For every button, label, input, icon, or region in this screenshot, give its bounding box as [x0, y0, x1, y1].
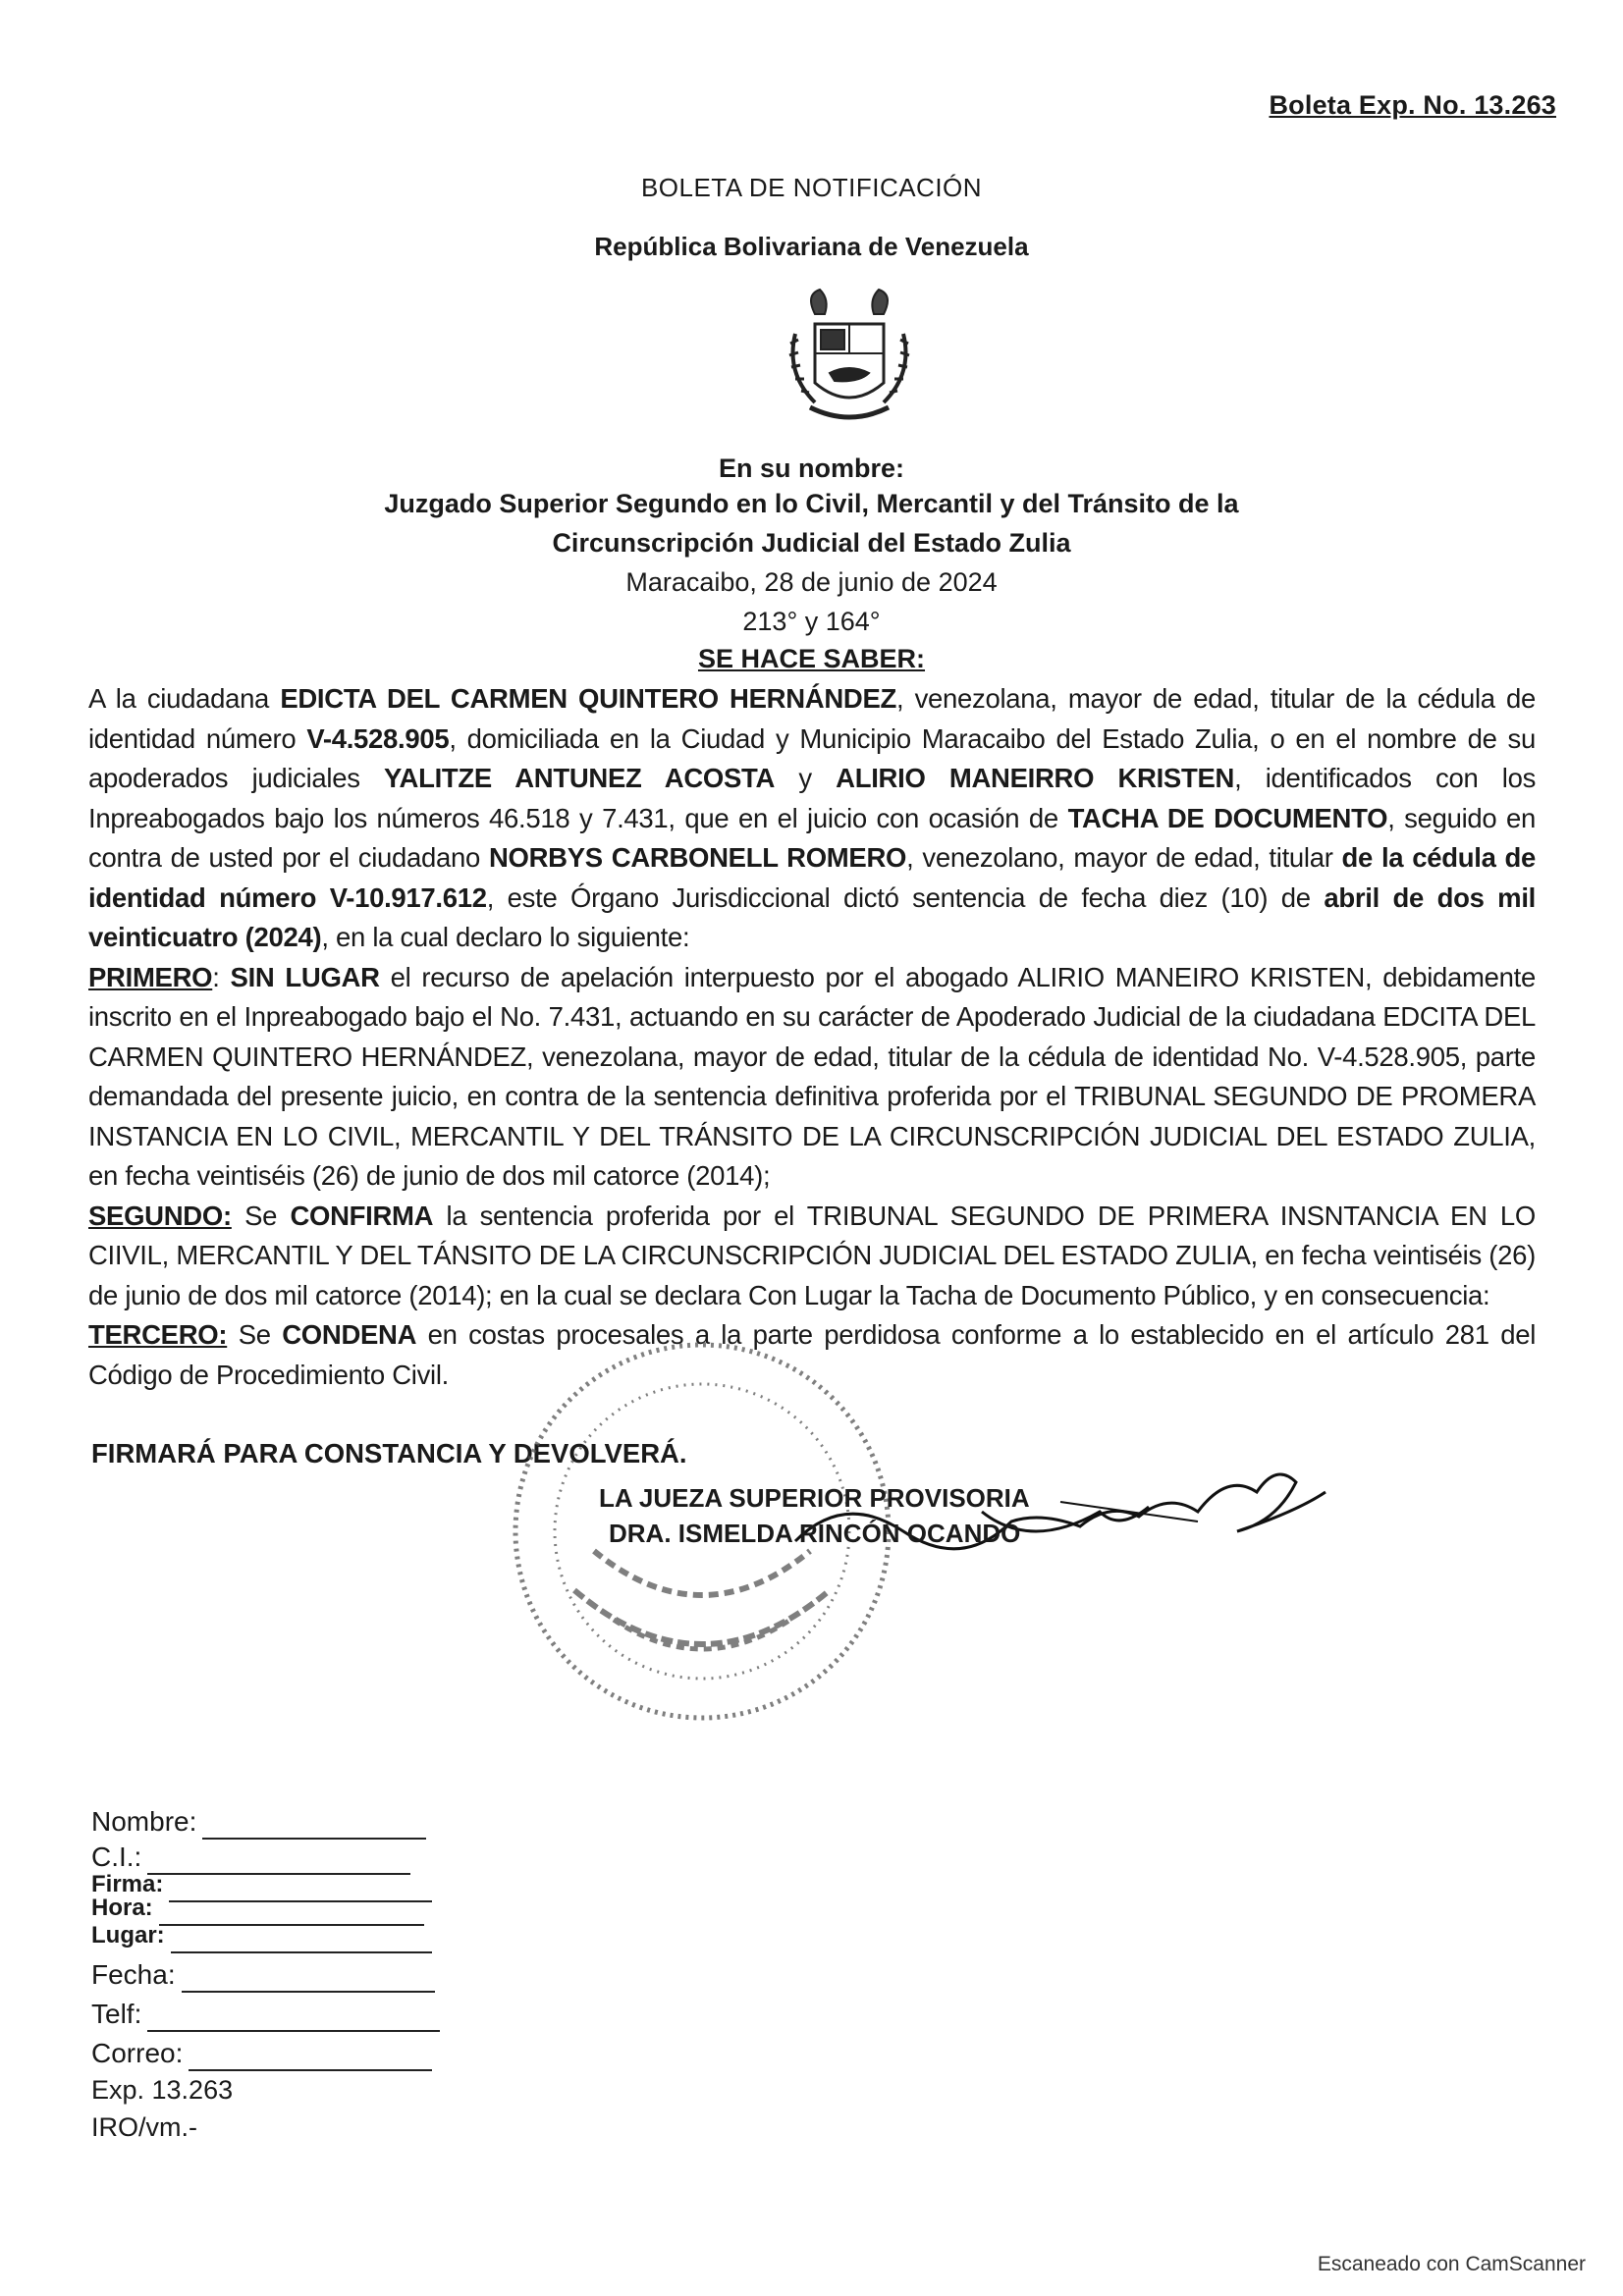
fecha-label: Fecha: [91, 1959, 176, 1990]
firma-field[interactable] [169, 1896, 432, 1902]
primero-segment: : [212, 961, 231, 992]
nombre-label: Nombre: [91, 1806, 197, 1837]
intro-segment: , venezolano, mayor de edad, titular [906, 842, 1342, 873]
lugar-field[interactable] [171, 1948, 432, 1953]
fecha-field[interactable] [182, 1987, 435, 1993]
signature-block [599, 1480, 1286, 1551]
expediente-ref: Exp. 13.263 [91, 2075, 234, 2105]
segundo-paragraph [88, 1197, 1536, 1316]
court-name-line2: Circunscripción Judicial del Estado Zulia [552, 528, 1071, 558]
intro-segment: TACHA DE DOCUMENTO [1067, 802, 1388, 833]
receipt-form [91, 1804, 440, 2146]
primero-paragraph [88, 958, 1536, 1197]
telf-field[interactable] [147, 2026, 440, 2032]
segundo-segment: la sentencia proferida por el TRIBUNAL SEGUNDO DE PRIMERA INSNTANCIA EN LO CIIVIL, MERCANTIL Y DEL TÁNSITO DE LA CIRCUNSCRIPCIÓN JUDICIAL DEL ESTADO ZULIA, en fecha veintiséis (26) de junio de dos mil catorce (2014); en la cual se declara Con Lugar la Tacha de Documento Público, y en consecuencia: [88, 1200, 1536, 1310]
intro-segment: NORBYS CARBONELL ROMERO [488, 842, 907, 873]
intro-segment: EDICTA DEL CARMEN QUINTERO HERNÁNDEZ [280, 683, 896, 714]
form-row-fecha [91, 1953, 440, 1993]
intro-segment: , identificados con los Inpreabogados bajo los números 46.518 y 7.431, que en el juicio con ocasión de [88, 763, 1537, 833]
form-row-lugar [91, 1922, 440, 1953]
form-row-telf [91, 1993, 440, 2032]
correo-label: Correo: [91, 2038, 184, 2068]
intro-segment: , domiciliada en la Ciudad y Municipio Maracaibo del Estado Zulia, o en el nombre de su apoderados judiciales [88, 722, 1536, 793]
tercero-segment: CONDENA [282, 1319, 417, 1350]
initials-ref: IRO/vm.- [91, 2112, 197, 2142]
segundo-segment: SEGUNDO: [88, 1200, 232, 1231]
notification-body [88, 679, 1536, 1395]
form-row-nombre [91, 1804, 440, 1840]
primero-segment: SIN LUGAR [230, 961, 380, 992]
intro-segment: de la cédula de identidad número V-10.917.612 [88, 842, 1537, 913]
nombre-field[interactable] [202, 1834, 426, 1840]
segundo-segment: Se [231, 1200, 291, 1231]
lugar-label: Lugar: [91, 1922, 165, 1949]
coat-of-arms-icon [776, 285, 923, 442]
years-line: 213° y 164° [742, 607, 881, 636]
intro-segment: , seguido en contra de usted por el ciudadano [88, 802, 1537, 873]
se-hace-saber: SE HACE SABER: [697, 644, 926, 673]
court-name-line1: Juzgado Superior Segundo en lo Civil, Mercantil y del Tránsito de la [384, 489, 1239, 518]
closing-statement: FIRMARÁ PARA CONSTANCIA Y DEVOLVERÁ. [91, 1438, 687, 1468]
judge-title: LA JUEZA SUPERIOR PROVISORIA [599, 1483, 1030, 1513]
republic-name: República Bolivariana de Venezuela [594, 232, 1029, 261]
intro-segment: , en la cual declaro lo siguiente: [321, 922, 690, 952]
judge-name: DRA. ISMELDA RINCÓN OCANDO [609, 1519, 1021, 1548]
intro-segment: , venezolana, mayor de edad, titular de la cédula de identidad número [88, 683, 1536, 754]
place-date: Maracaibo, 28 de junio de 2024 [625, 567, 998, 597]
primero-segment: PRIMERO [88, 961, 213, 992]
intro-segment: abril de dos mil veinticuatro (2024) [88, 881, 1537, 952]
telf-label: Telf: [91, 1999, 142, 2029]
intro-segment: A la ciudadana [88, 683, 281, 714]
en-su-nombre: En su nombre: [718, 454, 904, 483]
ci-label: C.I.: [91, 1842, 142, 1872]
intro-segment: , este Órgano Jurisdiccional dictó sentencia de fecha diez (10) de [486, 881, 1325, 913]
firma-label: Firma: [91, 1871, 164, 1897]
intro-segment: ALIRIO MANEIRRO KRISTEN [836, 763, 1235, 793]
document-title: BOLETA DE NOTIFICACIÓN [640, 173, 983, 202]
intro-segment: V-4.528.905 [306, 722, 450, 754]
ci-field[interactable] [147, 1869, 410, 1875]
hora-field[interactable] [159, 1920, 424, 1926]
scanner-watermark: Escaneado con CamScanner [1317, 2253, 1586, 2275]
tercero-segment: en costas procesales a la parte perdidosa conforme a lo establecido en el artículo 281 del Código de Procedimiento Civil. [88, 1319, 1537, 1390]
intro-paragraph [88, 679, 1536, 958]
intro-segment: y [775, 763, 837, 793]
boleta-number: Boleta Exp. No. 13.263 [1269, 90, 1556, 120]
primero-segment: el recurso de apelación interpuesto por el abogado ALIRIO MANEIRO KRISTEN, debidamente inscrito en el Inpreabogado bajo el No. 7.431, actuando en su carácter de Apoderado Judicial de la ciudadana EDCITA DEL CARMEN QUINTERO HERNÁNDEZ, venezolana, mayor de edad, titular de la cédula de identidad No. V-4.528.905, parte demandada del presente juicio, en contra de la sentencia definitiva proferida por el TRIBUNAL SEGUNDO DE PROMERA INSTANCIA EN LO CIVIL, MERCANTIL Y DEL TRÁNSITO DE LA CIRCUNSCRIPCIÓN JUDICIAL DEL ESTADO ZULIA, en fecha veintiséis (26) de junio de dos mil catorce (2014); [88, 961, 1536, 1191]
tercero-segment: Se [227, 1319, 283, 1350]
intro-segment: YALITZE ANTUNEZ ACOSTA [384, 763, 776, 793]
segundo-segment: CONFIRMA [290, 1200, 434, 1231]
tercero-segment: TERCERO: [88, 1319, 228, 1350]
form-row-correo [91, 2032, 440, 2071]
hora-label: Hora: [91, 1895, 153, 1921]
